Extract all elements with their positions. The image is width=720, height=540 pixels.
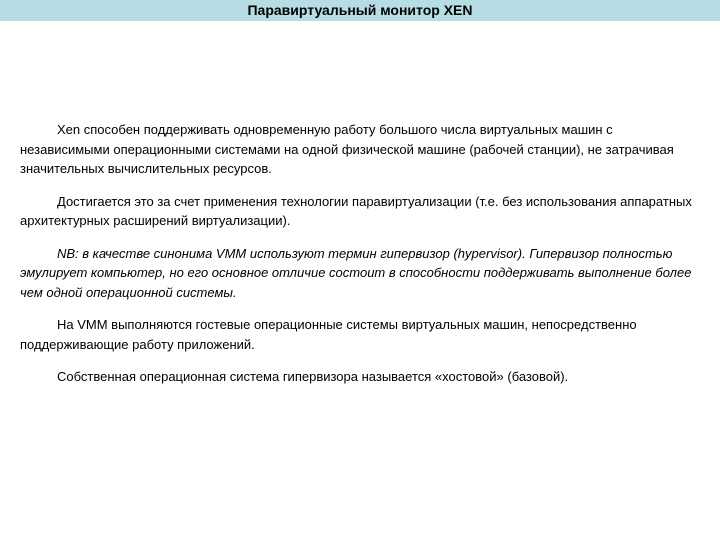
paragraph-host-os: Собственная операционная система гипервизора называется «хостовой» (базовой). — [57, 369, 569, 384]
slide-content — [20, 120, 700, 400]
paragraph-guest-os: На VMM выполняются гостевые операционные системы виртуальных машин, непосредственно поддерживающие работу приложений. — [20, 317, 637, 352]
paragraph-xen-intro: Xen способен поддерживать одновременную работу большого числа виртуальных машин с независимыми операционными системами на одной физической машине (рабочей станции), не затрачивая значительных вычислительных ресурсов. — [20, 122, 674, 176]
slide-title: Паравиртуальный монитор XEN — [247, 2, 473, 18]
paragraph-paravirtualization: Достигается это за счет применения технологии паравиртуализации (т.е. без использования аппаратных архитектурных расширений виртуализации). — [20, 193, 692, 228]
slide-title-bar — [0, 0, 720, 21]
paragraph-nb-hypervisor: NB: в качестве синонима VMM используют термин гипервизор (hypervisor). Гипервизор полностью эмулирует компьютер, но его основное отличие состоит в способности поддерживать выполнение более чем одной операционной системы. — [20, 245, 692, 300]
